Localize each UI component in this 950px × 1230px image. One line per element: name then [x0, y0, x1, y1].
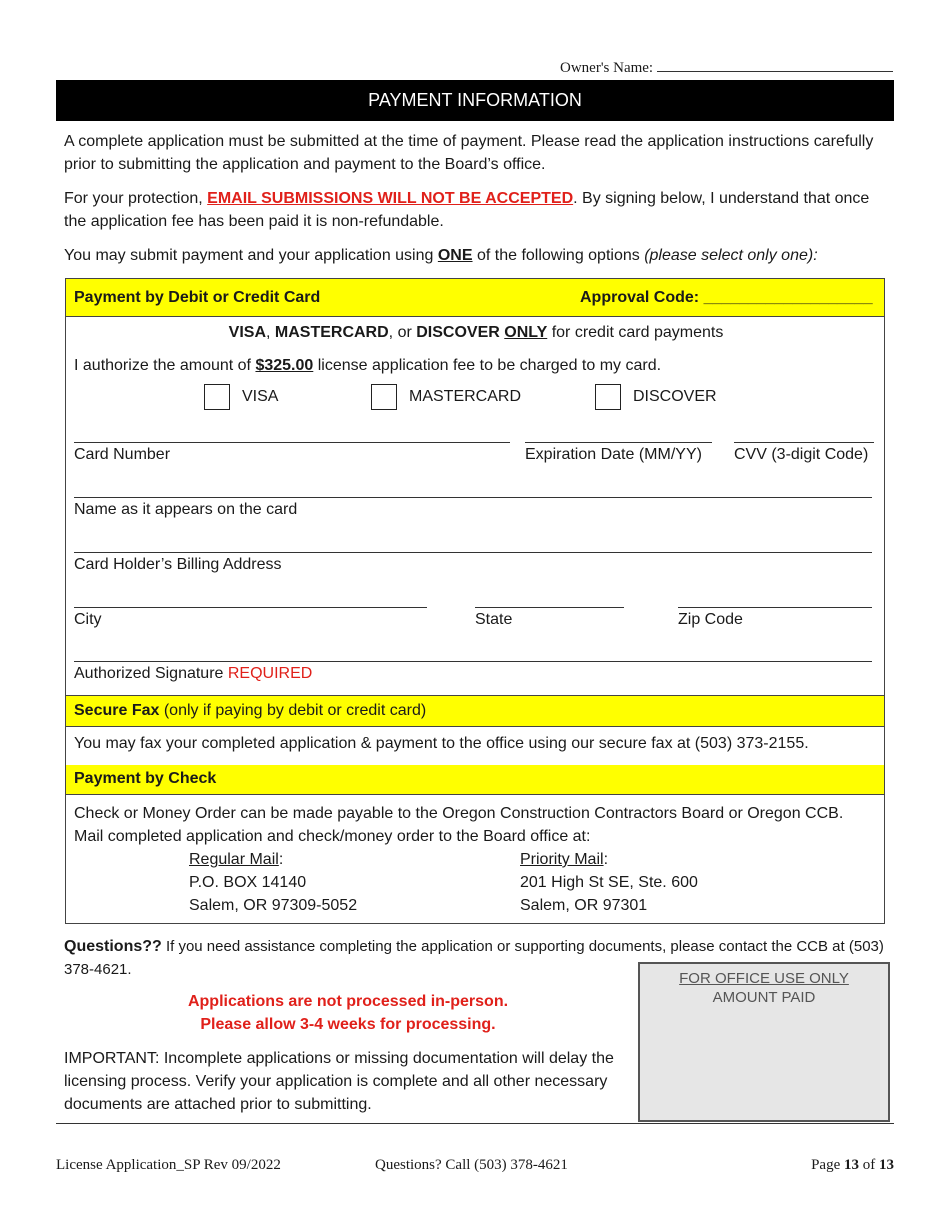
regular-mail-line1: P.O. BOX 14140: [189, 874, 307, 891]
owner-name-field[interactable]: [560, 57, 893, 77]
footer-page-number: [811, 1157, 894, 1174]
card-section-header: [65, 278, 885, 317]
owner-name-line[interactable]: [657, 57, 893, 72]
fax-instructions: You may fax your completed application & payment to the office using our secure fax at (503) 373-2155.: [74, 735, 809, 752]
accepted-cards-line: [66, 324, 886, 342]
visa-option[interactable]: [204, 384, 278, 410]
fax-heading: Secure Fax: [74, 702, 160, 719]
priority-mail-label: Priority Mail: [520, 851, 604, 868]
options-text-a: You may submit payment and your application using: [64, 247, 438, 264]
regular-mail-address: [189, 848, 357, 917]
email-warning-text-b: . By signing below, I understand that once the application fee has been paid it is non-refundable.: [64, 190, 870, 230]
mastercard-checkbox[interactable]: [371, 384, 397, 410]
office-use-box: [638, 962, 890, 1122]
signature-text: Authorized Signature: [74, 665, 228, 682]
authorize-text-b: license application fee to be charged to my card.: [313, 357, 662, 374]
page-current: 13: [844, 1157, 859, 1173]
check-section-title: Payment by Check: [74, 770, 217, 787]
authorize-line: [74, 357, 661, 375]
owner-name-label: Owner's Name:: [560, 60, 654, 76]
payment-information-banner: PAYMENT INFORMATION: [56, 80, 894, 121]
page-prefix: Page: [811, 1157, 844, 1173]
in-person-notice: Applications are not processed in-person.: [187, 993, 509, 1010]
discover-option[interactable]: [595, 384, 717, 410]
check-section-body: [65, 794, 885, 924]
accepted-end: for credit card payments: [547, 324, 724, 341]
state-label: State: [475, 611, 513, 628]
city-label: City: [74, 611, 102, 628]
mastercard-option[interactable]: [371, 384, 521, 410]
card-number-line[interactable]: [74, 442, 510, 443]
regular-mail-line2: Salem, OR 97309-5052: [189, 897, 358, 914]
card-number-label: Card Number: [74, 446, 171, 463]
priority-mail-address: [520, 848, 698, 917]
options-one: ONE: [437, 247, 473, 264]
regular-mail-colon: :: [278, 851, 284, 868]
accepted-visa: VISA: [228, 324, 266, 341]
signature-required: REQUIRED: [227, 665, 313, 682]
questions-label: Questions??: [64, 938, 162, 955]
discover-checkbox[interactable]: [595, 384, 621, 410]
page-of: of: [859, 1157, 879, 1173]
visa-checkbox-label: VISA: [242, 388, 279, 406]
accepted-mastercard: MASTERCARD: [274, 324, 389, 341]
check-section-header: [65, 765, 885, 795]
accepted-only: ONLY: [504, 324, 548, 341]
fax-heading-note: (only if paying by debit or credit card): [159, 702, 427, 719]
billing-address-line[interactable]: [74, 552, 872, 553]
mastercard-checkbox-label: MASTERCARD: [409, 388, 522, 406]
city-line[interactable]: [74, 607, 427, 608]
email-not-accepted-notice: EMAIL SUBMISSIONS WILL NOT BE ACCEPTED: [207, 190, 574, 207]
signature-line[interactable]: [74, 661, 872, 662]
email-warning-paragraph: [64, 187, 894, 233]
state-line[interactable]: [475, 607, 624, 608]
expiration-line[interactable]: [525, 442, 712, 443]
priority-mail-line2: Salem, OR 97301: [520, 897, 648, 914]
options-text-b: of the following options: [472, 247, 645, 264]
check-instructions: Check or Money Order can be made payable to the Oregon Construction Contractors Board or Oregon CCB. Mail completed application and check/money order to the Board office at:: [74, 805, 844, 845]
important-paragraph: IMPORTANT: Incomplete applications or missing documentation will delay the licensing process. Verify your application is complete and all other necessary documents are attached prior to submitting.: [64, 1050, 614, 1113]
zip-line[interactable]: [678, 607, 872, 608]
questions-text: If you need assistance completing the application or supporting documents, please contact the CCB at (503) 378-4621.: [64, 938, 884, 978]
fax-section-body: [65, 726, 885, 766]
processing-time-notice: Please allow 3-4 weeks for processing.: [200, 1016, 496, 1033]
card-section-body: [65, 316, 885, 696]
office-use-label: FOR OFFICE USE ONLY: [679, 970, 849, 987]
amount-paid-label: AMOUNT PAID: [712, 989, 816, 1006]
processing-notice: [64, 990, 632, 1036]
cvv-label: CVV (3-digit Code): [734, 446, 869, 463]
footer-rule: [56, 1123, 894, 1124]
options-italic: (please select only one):: [644, 247, 818, 264]
card-section-title: Payment by Debit or Credit Card: [74, 289, 321, 306]
accepted-sep2: , or: [388, 324, 417, 341]
visa-checkbox[interactable]: [204, 384, 230, 410]
email-warning-text-a: For your protection,: [64, 190, 208, 207]
discover-checkbox-label: DISCOVER: [633, 388, 717, 406]
priority-mail-line1: 201 High St SE, Ste. 600: [520, 874, 698, 891]
accepted-discover: DISCOVER: [416, 324, 500, 341]
regular-mail-label: Regular Mail: [189, 851, 279, 868]
fee-amount: $325.00: [255, 357, 314, 374]
name-on-card-label: Name as it appears on the card: [74, 501, 298, 518]
fax-section-header: [65, 696, 885, 727]
name-on-card-line[interactable]: [74, 497, 872, 498]
approval-code-field[interactable]: Approval Code: ___________________: [580, 289, 873, 306]
footer-questions: Questions? Call (503) 378-4621: [375, 1157, 568, 1173]
fax-section-title: [74, 702, 426, 720]
page-total: 13: [879, 1157, 894, 1173]
priority-mail-colon: :: [603, 851, 609, 868]
signature-label: [74, 665, 312, 683]
accepted-sep1: ,: [266, 324, 275, 341]
expiration-label: Expiration Date (MM/YY): [525, 446, 702, 463]
options-paragraph: [64, 244, 894, 267]
authorize-text-a: I authorize the amount of: [74, 357, 256, 374]
intro-paragraph: A complete application must be submitted at the time of payment. Please read the application instructions carefully prior to submitting the application and payment to the Board’s office.: [64, 133, 874, 173]
footer-revision: License Application_SP Rev 09/2022: [56, 1157, 281, 1173]
billing-address-label: Card Holder’s Billing Address: [74, 556, 282, 573]
cvv-line[interactable]: [734, 442, 874, 443]
zip-label: Zip Code: [678, 611, 743, 628]
